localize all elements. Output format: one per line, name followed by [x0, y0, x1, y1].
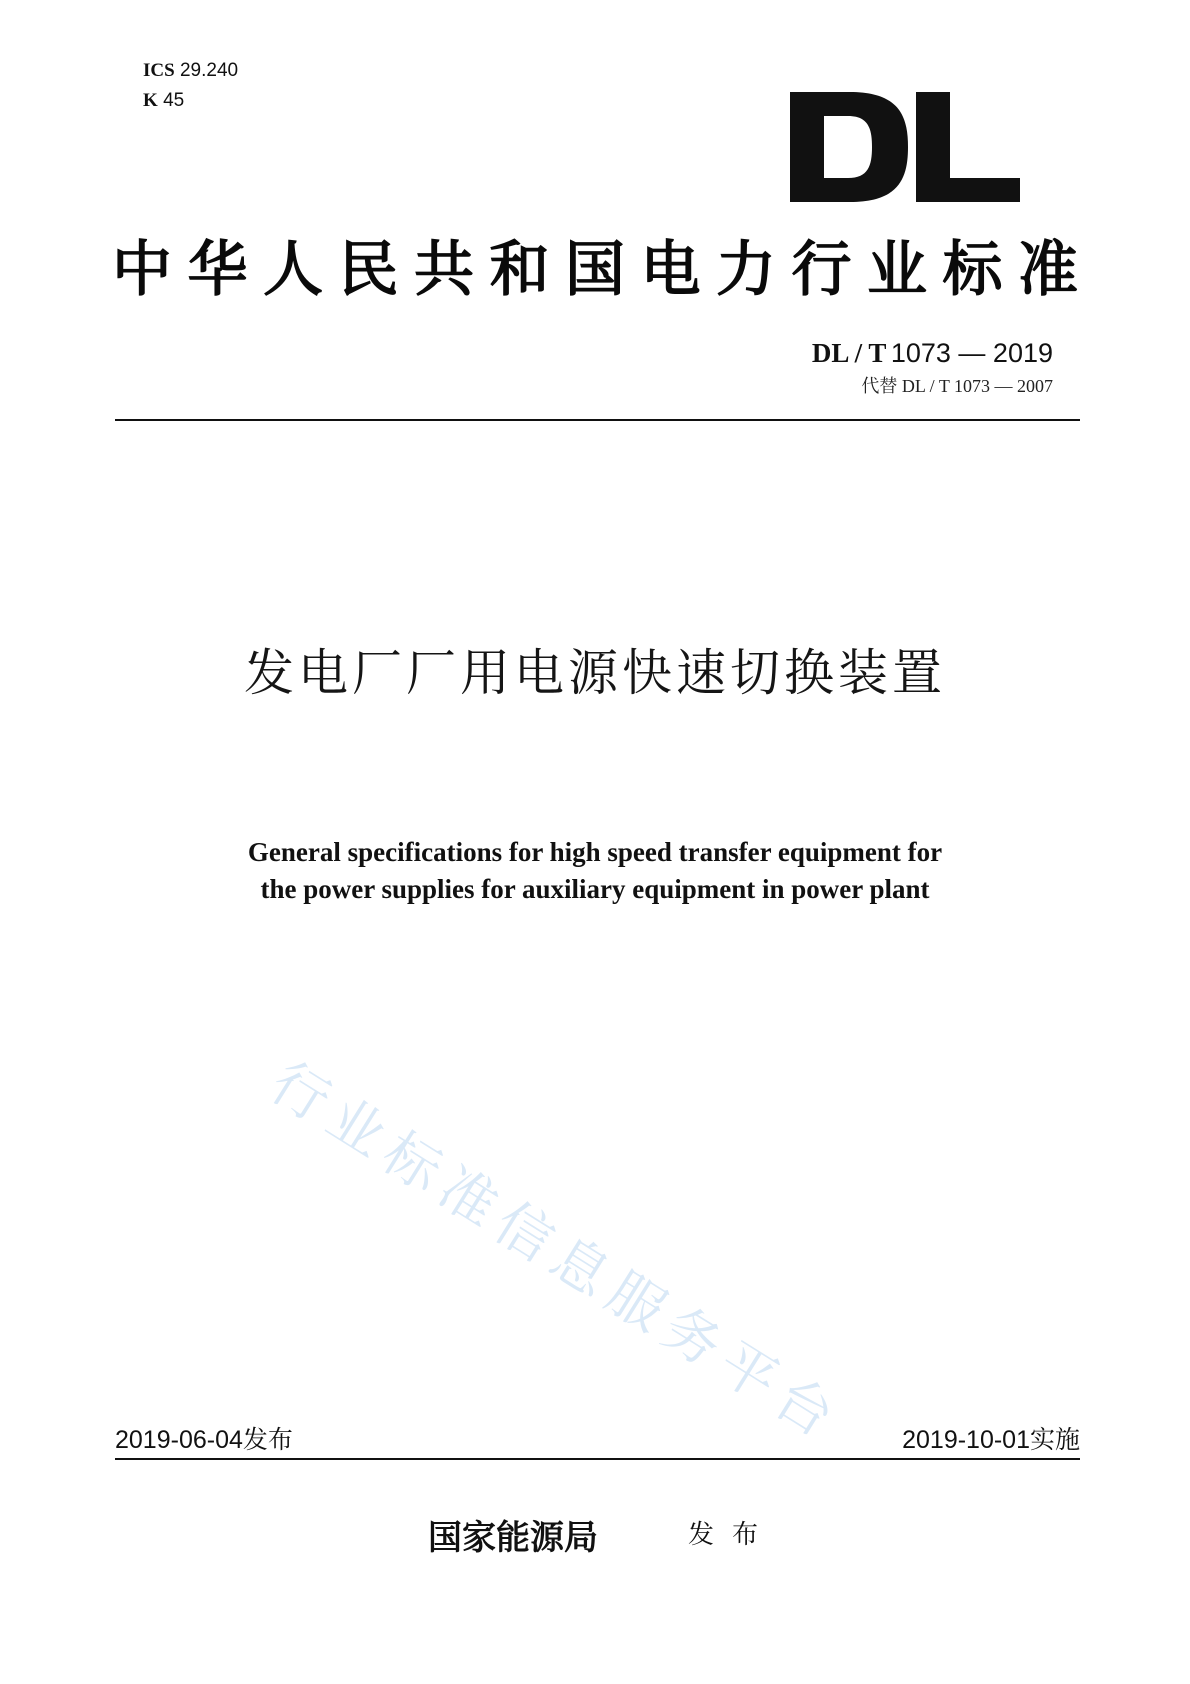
ccs-label: K [143, 90, 158, 111]
publication-date: 2019-06-04发布 [115, 1426, 293, 1454]
ics-label: ICS [143, 60, 175, 81]
standard-number-prefix: DL / T [811, 338, 887, 368]
dl-logo [790, 92, 1020, 202]
document-title-en [0, 834, 1190, 908]
document-title-en-line-2: the power supplies for auxiliary equipment in power plant [260, 874, 930, 904]
ics-code [143, 56, 238, 86]
dl-logo-letter-l [916, 92, 1020, 202]
ics-value: 29.240 [179, 60, 239, 81]
ccs-code [143, 86, 238, 116]
header-divider [115, 419, 1080, 421]
dl-logo-letter-d [790, 92, 908, 202]
ccs-value: 45 [163, 90, 185, 111]
issue-label: 发布 [688, 1520, 777, 1550]
footer-divider [115, 1458, 1080, 1460]
watermark: 行业标准信息服务平台 [259, 1050, 854, 1456]
standard-number-value: 1073 — 2019 [890, 338, 1053, 368]
industry-standard-title: 中华人民共和国电力行业标准 [112, 235, 1080, 305]
document-title-zh: 发电厂厂用电源快速切换装置 [244, 644, 946, 702]
standard-number [812, 338, 1053, 369]
replaces-standard: 代替 DL / T 1073 — 2007 [861, 376, 1053, 396]
implementation-date: 2019-10-01实施 [902, 1426, 1080, 1454]
classification-codes [143, 56, 238, 116]
issuing-authority: 国家能源局 [428, 1518, 598, 1558]
document-title-en-line-1: General specifications for high speed transfer equipment for [247, 837, 943, 867]
